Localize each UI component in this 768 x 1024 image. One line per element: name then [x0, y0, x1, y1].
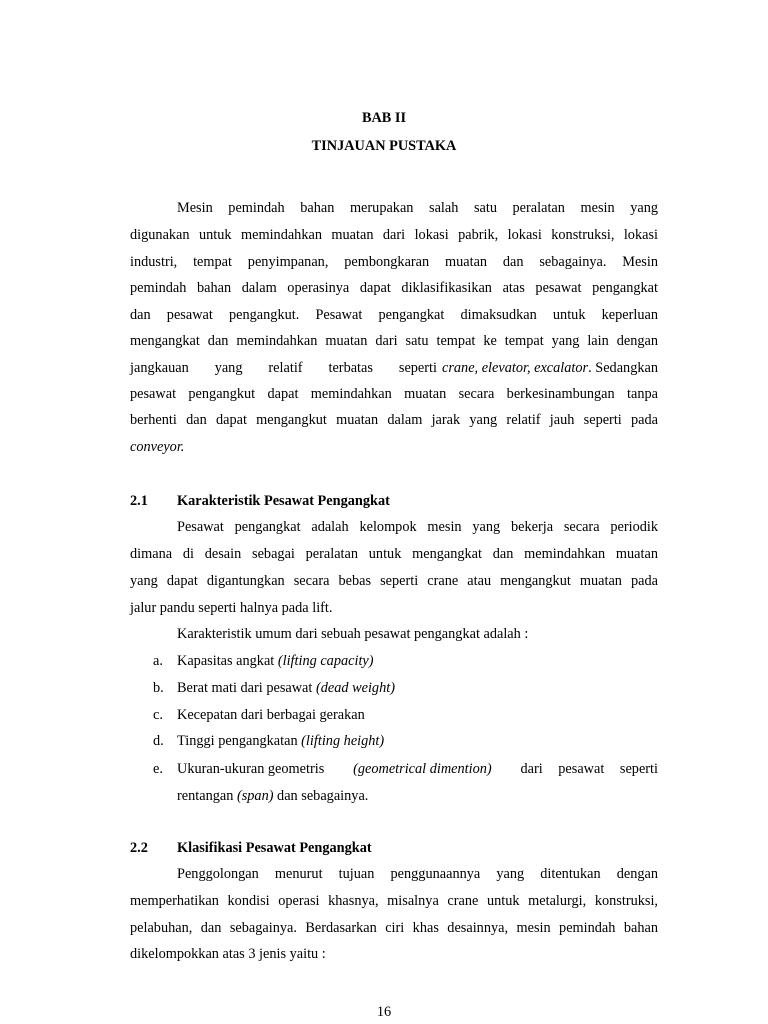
chapter-label: BAB II: [361, 110, 407, 126]
page-number: 16: [376, 1004, 392, 1020]
section-2-1-line-2: dimana di desain sebagai peralatan untuk mengangkat dan memindahkan muatan: [130, 546, 658, 562]
chapter-title: TINJAUAN PUSTAKA: [311, 138, 457, 154]
intro-line-10-em: conveyor.: [130, 439, 185, 455]
intro-line-7-text: jangkauan yang relatif terbatas seperti: [130, 360, 437, 376]
list-item-b: [177, 680, 658, 697]
list-item-e-cont-em: (span): [236, 788, 274, 804]
list-item-e-text-b-inner: dari pesawat seperti: [520, 761, 658, 777]
list-item-a-text: Kapasitas angkat: [177, 653, 278, 669]
list-item-e-cont-b: dan sebagainya.: [273, 788, 369, 804]
list-item-e-em: (geometrical dimention): [353, 761, 492, 777]
intro-line-8: pesawat pengangkut dapat memindahkan muatan secara berkesinambungan tanpa: [130, 386, 658, 402]
list-item-e-text-b: [520, 761, 658, 778]
list-marker-b: b.: [153, 680, 164, 696]
list-item-a-em: (lifting capacity): [277, 653, 374, 669]
list-item-e-text-a: Ukuran-ukuran geometris: [177, 761, 325, 777]
intro-line-7-em: crane, elevator, excalator: [442, 360, 589, 376]
intro-line-7-tail: . Sedangkan: [588, 360, 658, 376]
list-item-d: [177, 733, 658, 750]
list-item-d-text: Tinggi pengangkatan: [177, 733, 302, 749]
list-item-b-text: Berat mati dari pesawat: [177, 680, 316, 696]
list-marker-c: c.: [153, 707, 163, 723]
intro-line-2: digunakan untuk memindahkan muatan dari lokasi pabrik, lokasi konstruksi, lokasi: [130, 227, 658, 243]
section-2-2-number: 2.2: [130, 840, 148, 856]
list-item-c: [177, 707, 658, 724]
list-intro: Karakteristik umum dari sebuah pesawat pengangkat adalah :: [177, 626, 529, 642]
list-item-d-em: (lifting height): [301, 733, 385, 749]
section-2-2-line-3: pelabuhan, dan sebagainya. Berdasarkan ciri khas desainnya, mesin pemindah bahan: [130, 920, 658, 936]
intro-line-7: [130, 360, 658, 377]
intro-line-6: mengangkat dan memindahkan muatan dari satu tempat ke tempat yang lain dengan: [130, 333, 658, 349]
list-item-c-text: Kecepatan dari berbagai gerakan: [177, 707, 365, 723]
section-2-1-title: Karakteristik Pesawat Pengangkat: [177, 493, 390, 509]
list-marker-d: d.: [153, 733, 164, 749]
section-2-1-line-3: yang dapat digantungkan secara bebas seperti crane atau mengangkut muatan pada: [130, 573, 658, 589]
intro-line-5: dan pesawat pengangkut. Pesawat pengangkat dimaksudkan untuk keperluan: [130, 307, 658, 323]
section-2-1-number: 2.1: [130, 493, 148, 509]
list-marker-e: e.: [153, 761, 163, 777]
section-2-1-line-1: Pesawat pengangkat adalah kelompok mesin yang bekerja secara periodik: [177, 519, 658, 535]
list-item-a: [177, 653, 658, 670]
list-item-e-cont-a: rentangan: [177, 788, 237, 804]
section-2-2-line-1: Penggolongan menurut tujuan penggunaannya yang ditentukan dengan: [177, 866, 658, 882]
intro-line-3: industri, tempat penyimpanan, pembongkaran muatan dan sebagainya. Mesin: [130, 254, 658, 270]
section-2-2-line-4: dikelompokkan atas 3 jenis yaitu :: [130, 946, 326, 962]
list-item-e: [177, 761, 658, 778]
intro-line-4: pemindah bahan dalam operasinya dapat diklasifikasikan atas pesawat pengangkat: [130, 280, 658, 296]
list-item-b-em: (dead weight): [315, 680, 395, 696]
section-2-1-line-4: jalur pandu seperti halnya pada lift.: [130, 600, 333, 616]
list-item-e-continued: [177, 788, 658, 805]
section-2-2-line-2: memperhatikan kondisi operasi khasnya, misalnya crane untuk metalurgi, konstruksi,: [130, 893, 658, 909]
section-2-2-title: Klasifikasi Pesawat Pengangkat: [177, 840, 372, 856]
intro-line-9: berhenti dan dapat mengangkut muatan dalam jarak yang relatif jauh seperti pada: [130, 412, 658, 428]
intro-line-1: Mesin pemindah bahan merupakan salah satu peralatan mesin yang: [177, 200, 658, 216]
intro-line-10: [130, 439, 658, 456]
list-marker-a: a.: [153, 653, 163, 669]
intro-line-7-italic: [442, 360, 658, 377]
